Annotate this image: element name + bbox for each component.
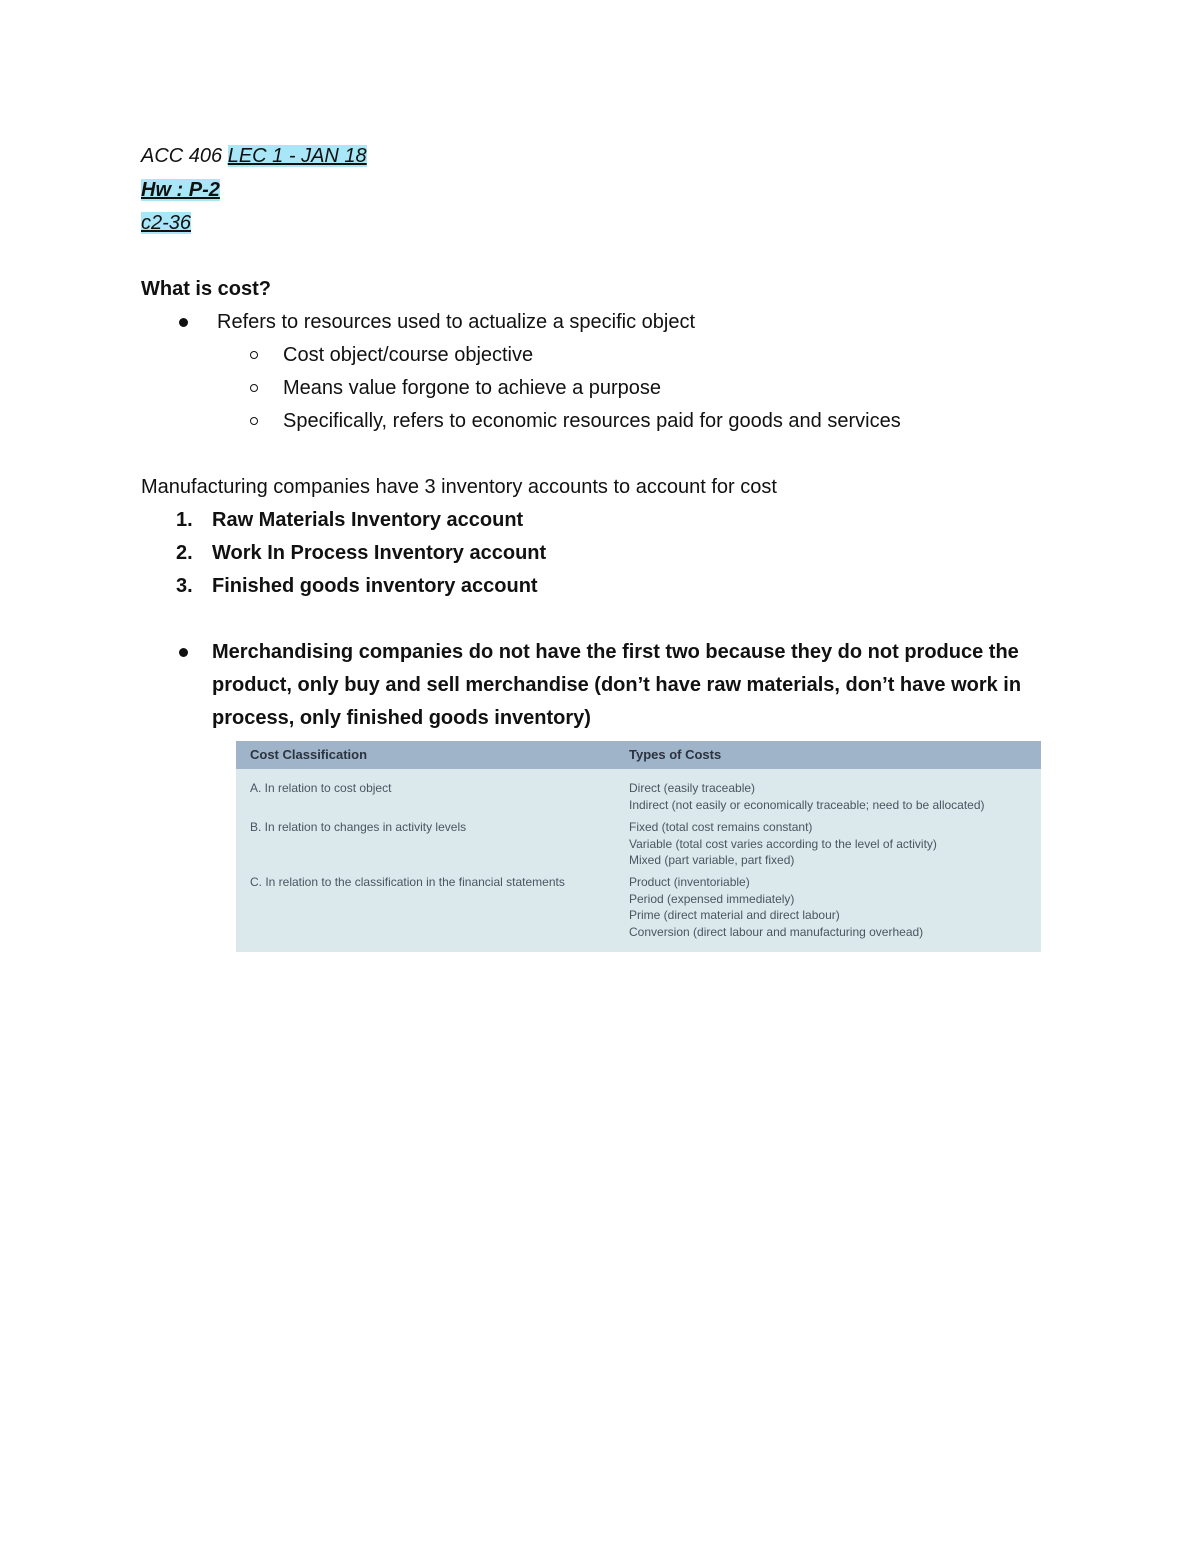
bullet-text: Refers to resources used to actualize a specific object: [217, 311, 696, 333]
cost-classification-table: [236, 741, 1041, 952]
table-cell-types: [629, 819, 937, 869]
course-title-line: [141, 142, 367, 170]
table-cell-classification: B. In relation to changes in activity levels: [250, 820, 467, 834]
exercise-line: [141, 209, 191, 237]
table-cell-types: [629, 780, 985, 813]
section-heading-cost: What is cost?: [141, 278, 272, 300]
cost-type: Prime (direct material and direct labour): [629, 908, 840, 922]
table-header: [236, 741, 1041, 769]
cost-type: Conversion (direct labour and manufacturing overhead): [629, 924, 924, 939]
table-cell-classification: A. In relation to cost object: [250, 781, 392, 795]
list-number: 3.: [176, 575, 193, 597]
exercise-label: c2-36: [141, 212, 192, 234]
note-line: process, only finished goods inventory): [212, 707, 591, 729]
note-line: product, only buy and sell merchandise (don’t have raw materials, don’t have work in: [212, 674, 1022, 696]
cost-type: Product (inventoriable): [629, 875, 750, 889]
bullet-ring-icon: [250, 384, 258, 392]
course-prefix: ACC 406: [141, 145, 228, 167]
cost-type: Period (expensed immediately): [629, 891, 795, 906]
bullet-ring-icon: [250, 351, 258, 359]
cost-type: Indirect (not easily or economically traceable; need to be allocated): [629, 797, 985, 812]
sub-bullet-text: Specifically, refers to economic resources paid for goods and services: [283, 410, 901, 432]
cost-type: Direct (easily traceable): [629, 781, 756, 795]
bullet-dot-icon: [179, 648, 188, 657]
merchandising-note: [212, 636, 1021, 735]
cost-type: Mixed (part variable, part fixed): [629, 853, 795, 867]
list-item: Finished goods inventory account: [212, 575, 538, 597]
bullet-dot-icon: [179, 318, 188, 327]
note-line: Merchandising companies do not have the first two because they do not produce the: [212, 641, 1019, 663]
bullet-ring-icon: [250, 417, 258, 425]
cost-type: Fixed (total cost remains constant): [629, 820, 813, 834]
table-cell-types: [629, 874, 923, 940]
list-number: 1.: [176, 509, 193, 531]
list-number: 2.: [176, 542, 193, 564]
column-header: Cost Classification: [250, 747, 368, 762]
table-cell-classification: C. In relation to the classification in the financial statements: [250, 875, 565, 889]
sub-bullet-text: Cost object/course objective: [283, 344, 534, 366]
sub-bullet-text: Means value forgone to achieve a purpose: [283, 377, 662, 399]
homework-line: [141, 176, 220, 204]
cost-type: Variable (total cost varies according to the level of activity): [629, 836, 937, 851]
list-item: Raw Materials Inventory account: [212, 509, 524, 531]
lecture-label: LEC 1 - JAN 18: [227, 145, 367, 167]
list-item: Work In Process Inventory account: [212, 542, 547, 564]
homework-label: Hw : P-2: [141, 179, 220, 201]
column-header: Types of Costs: [629, 747, 722, 762]
inventory-intro: Manufacturing companies have 3 inventory accounts to account for cost: [141, 476, 777, 498]
